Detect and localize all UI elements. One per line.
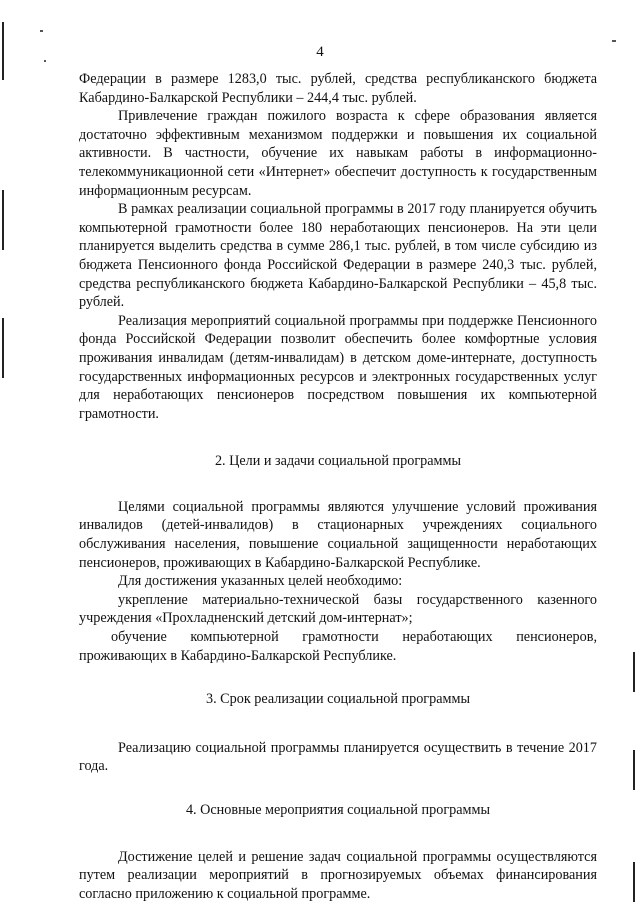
- paragraph: укрепление материально-технической базы государственного казенного учреждения «Прохладненский детский дом-интернат»;: [79, 591, 597, 627]
- scan-edge-right-3: [633, 862, 635, 902]
- scan-edge-right-1: [633, 652, 635, 692]
- paragraph: Для достижения указанных целей необходимо:: [118, 573, 403, 590]
- scan-edge-left-3: [2, 318, 4, 378]
- paragraph: Достижение целей и решение задач социальной программы осуществляются путем реализации мероприятий в прогнозируемых объемах финансирования согласно приложению к социальной программе.: [79, 848, 597, 902]
- paragraph: В рамках реализации социальной программы в 2017 году планируется обучить компьютерной грамотности более 180 неработающих пенсионеров. На эти цели планируется выделить средства в сумме 286,1 тыс. рублей, в том числе субсидию из бюджета Пенсионного фонда Российской Федерации в размере 240,3 тыс. рублей, средства республиканского бюджета Кабардино-Балкарской Республики – 45,8 тыс. рублей.: [79, 201, 597, 311]
- section-heading: 3. Срок реализации социальной программы: [205, 691, 470, 708]
- paragraph: Целями социальной программы являются улучшение условий проживания инвалидов (детей-инвалидов) в стационарных учреждениях социального обслуживания населения, повышение социальной защищенности неработающих пенсионеров, проживающих в Кабардино-Балкарской Республике.: [79, 498, 597, 571]
- paragraph: Реализация мероприятий социальной программы при поддержке Пенсионного фонда Российской Федерации позволит обеспечить более комфортные условия проживания инвалидам (детям-инвалидам) в детском доме-интернате, доступность государственных информационных ресурсов и электронных государственных услуг для неработающих пенсионеров посредством повышения их компьютерной грамотности.: [79, 312, 597, 422]
- scan-speck: [612, 40, 616, 42]
- paragraph: Федерации в размере 1283,0 тыс. рублей, средства республиканского бюджета Кабардино-Балкарской Республики – 244,4 тыс. рублей.: [79, 71, 597, 106]
- page-number: 4: [316, 44, 324, 60]
- scan-speck: [40, 30, 43, 32]
- section-heading: 2. Цели и задачи социальной программы: [214, 453, 462, 470]
- section-heading: 4. Основные мероприятия социальной программы: [185, 802, 491, 818]
- document-body: [79, 70, 597, 903]
- paragraph: обучение компьютерной грамотности неработающих пенсионеров, проживающих в Кабардино-Балкарской Республике.: [79, 629, 597, 664]
- paragraph: Привлечение граждан пожилого возраста к сфере образования является достаточно эффективным механизмом поддержки и повышения их социальной активности. В частности, обучение их навыкам работы в информационно-телекоммуникационной сети «Интернет» обеспечит доступность к государственным информационным ресурсам.: [79, 108, 597, 199]
- scan-edge-right-2: [633, 750, 635, 790]
- paragraph: Реализацию социальной программы планируется осуществить в течение 2017 года.: [79, 739, 597, 775]
- scan-edge-left-2: [2, 190, 4, 250]
